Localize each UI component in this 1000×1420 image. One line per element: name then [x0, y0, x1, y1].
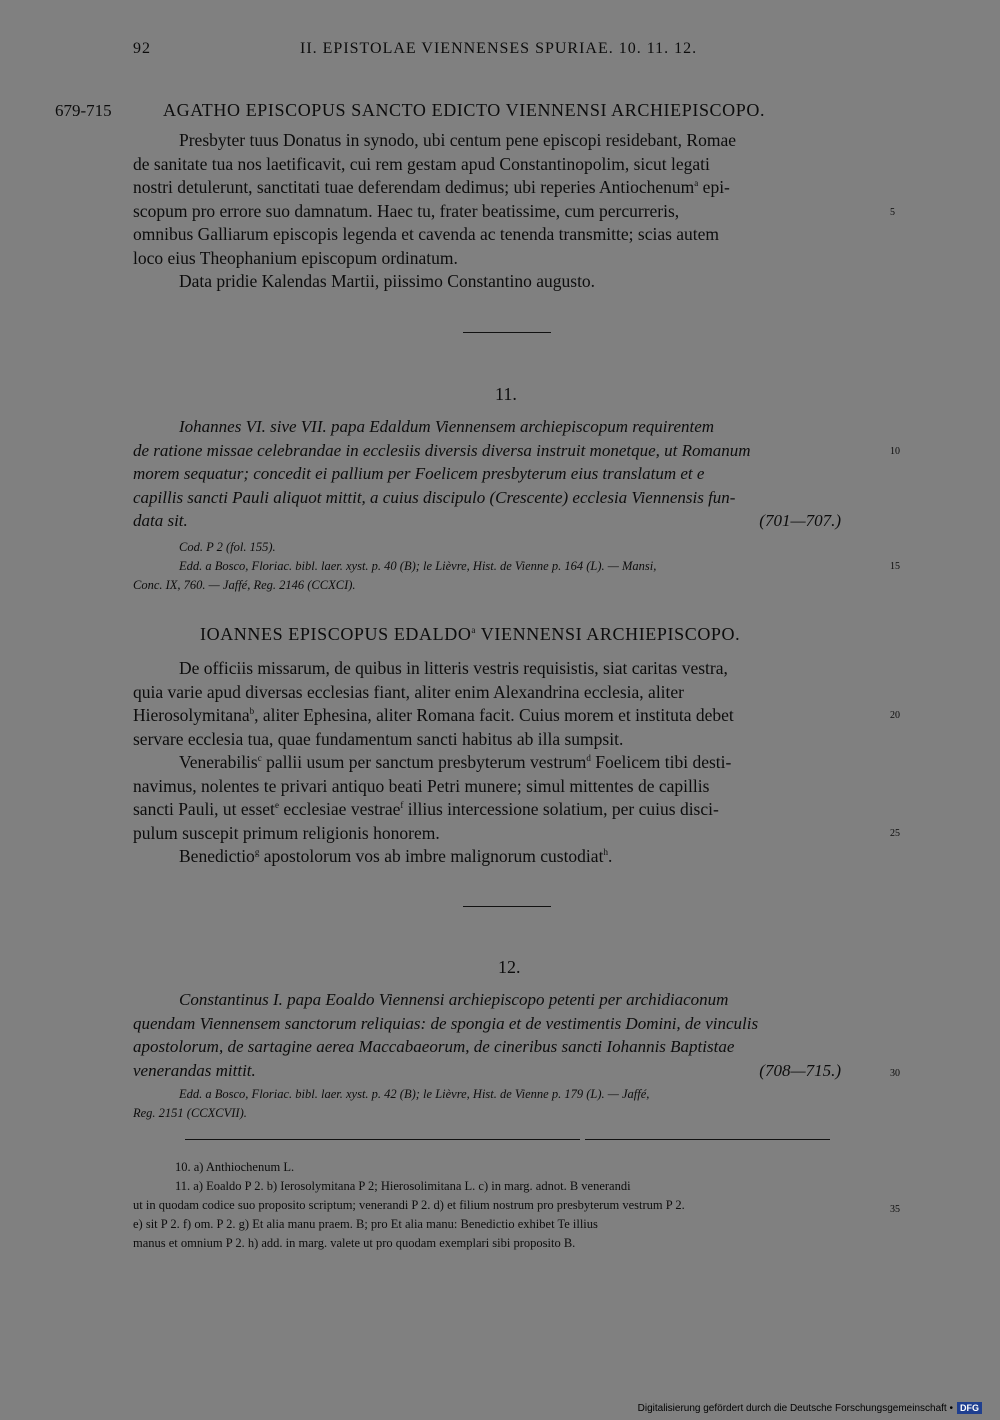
text-line: omnibus Galliarum episcopis legenda et cavenda ac tenenda transmitte; scias autem	[133, 224, 720, 244]
text-span: , aliter Ephesina, aliter Romana facit. Cuius morem et instituta debet	[254, 705, 734, 725]
running-title: II. EPISTOLAE VIENNENSES SPURIAE. 10. 11. 12.	[300, 40, 698, 57]
text-span: h	[603, 847, 608, 858]
footnote-mark: a	[694, 178, 699, 189]
text-span: Foelicem tibi desti-	[590, 752, 732, 772]
regest-line: apostolorum, de sartagine aerea Maccabaeorum, de cineribus sancti Iohannis Baptistae	[133, 1037, 735, 1056]
section-number: 11.	[495, 384, 517, 404]
text-line: nostri detulerunt, sanctitati tuae deferendam dedimus; ubi reperies Antiochenum	[133, 177, 695, 197]
sources-12	[133, 1085, 881, 1123]
line-number: 25	[890, 828, 900, 839]
letter-body-10	[133, 129, 881, 294]
footer-text: Digitalisierung gefördert durch die Deutsche Forschungsgemeinschaft •	[637, 1402, 953, 1414]
footnotes	[133, 1158, 883, 1253]
footnote-line: 10. a) Anthiochenum L.	[175, 1160, 295, 1174]
text-span: e	[274, 800, 279, 811]
regest-12	[133, 988, 881, 1082]
footnote-line: 11. a) Eoaldo P 2. b) Ierosolymitana P 2; Hierosolimitana L. c) in marg. adnot. B venerandi	[175, 1179, 631, 1193]
text-span: c	[257, 753, 262, 764]
text-span: ecclesiae vestrae	[278, 799, 401, 819]
regest-line: morem sequatur; concedit ei pallium per Foelicem presbyterum eius translatum et e	[133, 464, 705, 483]
text-span: f	[400, 800, 404, 811]
section-divider	[463, 906, 551, 907]
regest-line: venerandas mittit.	[133, 1060, 256, 1080]
text-line: navimus, nolentes te privari antiquo beati Petri munere; simul mittentes de capillis	[133, 775, 710, 796]
letter-body-11	[133, 657, 881, 869]
text-line: loco eius Theophanium episcopum ordinatum.	[133, 247, 458, 268]
text-span: d	[586, 753, 591, 764]
text-line: servare ecclesia tua, quae fundamentum sancti habitus ab illa sumpsit.	[133, 728, 624, 749]
line-number: 30	[890, 1068, 900, 1079]
text-line: Presbyter tuus Donatus in synodo, ubi centum pene episcopi residebant, Romae	[179, 130, 736, 150]
text-span: sancti Pauli, ut esset	[133, 799, 275, 819]
section-number: 12.	[498, 957, 521, 977]
text-span: .	[607, 846, 613, 866]
text-span: pallii usum per sanctum presbyterum vestrum	[261, 752, 587, 772]
text-span: IOANNES EPISCOPUS EDALDO	[200, 624, 472, 644]
regest-line: Constantinus I. papa Eoaldo Viennensi archiepiscopo petenti per archidiaconum	[179, 990, 729, 1009]
text-span: b	[249, 706, 255, 717]
text-span: Venerabilis	[179, 752, 258, 772]
text-span: Benedictio	[179, 846, 255, 866]
text-span: Hierosolymitana	[133, 705, 250, 725]
text-line: Data pridie Kalendas Martii, piissimo Constantino augusto.	[179, 271, 596, 291]
line-number: 15	[890, 561, 900, 572]
regest-11	[133, 415, 881, 533]
regest-line: Iohannes VI. sive VII. papa Edaldum Viennensem archiepiscopum requirentem	[179, 417, 715, 436]
edition-line: Edd. a Bosco, Floriac. bibl. laer. xyst. p. 42 (B); le Lièvre, Hist. de Vienne p. 179 (L). — Jaffé,	[179, 1087, 650, 1101]
text-span: apostolorum vos ab imbre malignorum custodiat	[259, 846, 604, 866]
regest-line: data sit.	[133, 511, 188, 530]
text-line: de sanitate tua nos laetificavit, cui rem gestam apud Constantinopolim, sicut legati	[133, 153, 710, 174]
text-span: VIENNENSI ARCHIEPISCOPO.	[476, 624, 741, 644]
date-range: 679-715	[55, 101, 112, 120]
line-number: 10	[890, 446, 900, 457]
text-span: g	[254, 847, 260, 858]
footnote-line: e) sit P 2. f) om. P 2. g) Et alia manu praem. B; pro Et alia manu: Benedictio exhibet Te illius	[133, 1217, 598, 1231]
regest-line: de ratione missae celebrandae in ecclesiis diversis diversa instruit monetque, ut Romanum	[133, 440, 751, 460]
text-span: illius intercessione solatium, per cuius disci-	[403, 799, 719, 819]
page-number: 92	[133, 40, 151, 57]
footnote-line: ut in quodam codice suo proposito scriptum; venerandi P 2. d) et filium nostrum pro presbyterum vestrum P 2.	[133, 1198, 685, 1212]
footnote-rule	[585, 1139, 830, 1140]
line-number: 35	[890, 1204, 900, 1215]
footnote-mark: a	[471, 625, 477, 635]
regest-line: capillis sancti Pauli aliquot mittit, a cuius discipulo (Crescente) ecclesia Viennensis fun-	[133, 487, 736, 507]
text-line: De officiis missarum, de quibus in litteris vestris requisistis, siat caritas vestra,	[179, 658, 728, 678]
regest-date: (708—715.)	[759, 1060, 841, 1080]
line-number: 5	[890, 207, 895, 218]
letter-title	[200, 624, 740, 645]
section-divider	[463, 332, 551, 333]
text-line: quia varie apud diversas ecclesias fiant, aliter enim Alexandrina ecclesia, aliter	[133, 681, 685, 702]
line-number: 20	[890, 710, 900, 721]
sources-11	[133, 538, 881, 595]
dfg-logo-icon: DFG	[957, 1402, 982, 1414]
footnote-rule	[185, 1139, 580, 1140]
regest-date: (701—707.)	[759, 511, 841, 530]
letter-title: AGATHO EPISCOPUS SANCTO EDICTO VIENNENSI ARCHIEPISCOPO.	[163, 100, 766, 120]
text-line: epi-	[698, 177, 730, 197]
text-line: pulum suscepit primum religionis honorem.	[133, 822, 440, 843]
codex-line: Cod. P 2 (fol. 155).	[179, 540, 276, 554]
edition-line: Edd. a Bosco, Floriac. bibl. laer. xyst. p. 40 (B); le Lièvre, Hist. de Vienne p. 164 (L). — Mansi,	[179, 559, 657, 573]
edition-line: Reg. 2151 (CCXCVII).	[133, 1106, 247, 1120]
footer-credit	[638, 1402, 982, 1414]
regest-line: quendam Viennensem sanctorum reliquias: de spongia et de vestimentis Domini, de vinculis	[133, 1013, 759, 1033]
footnote-line: manus et omnium P 2. h) add. in marg. valete ut pro quodam exemplari sibi proposito B.	[133, 1236, 576, 1250]
text-line: scopum pro errore suo damnatum. Haec tu, frater beatissime, cum percurreris,	[133, 200, 680, 221]
edition-line: Conc. IX, 760. — Jaffé, Reg. 2146 (CCXCI).	[133, 578, 356, 592]
